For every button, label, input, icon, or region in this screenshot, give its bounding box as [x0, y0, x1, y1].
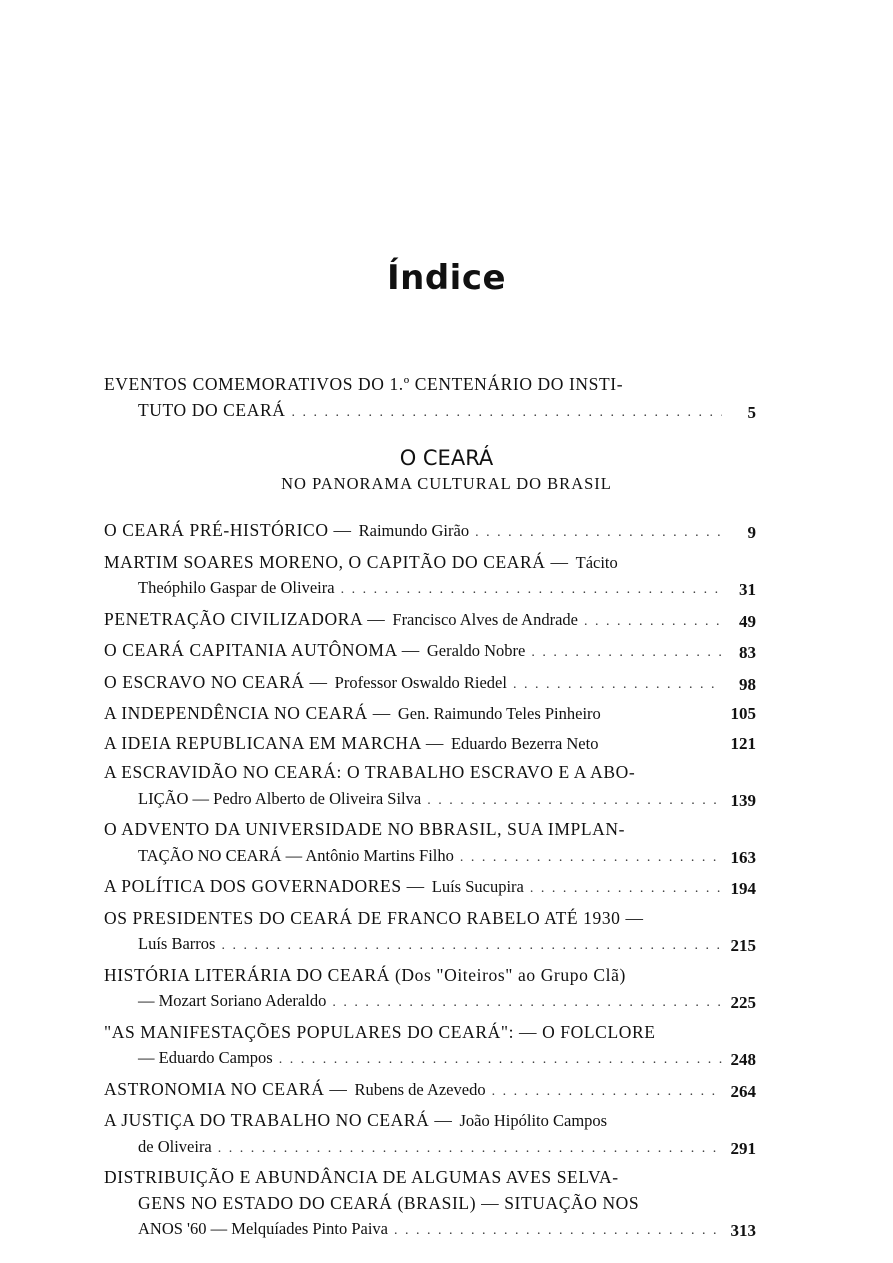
- dot-leader: [530, 876, 722, 902]
- toc-entry: A ESCRAVIDÃO NO CEARÁ: O TRABALHO ESCRAVO E A ABO- LIÇÃO — Pedro Alberto de Oliveira Silva . . . 139: [104, 760, 756, 813]
- page-number: 248: [730, 1050, 756, 1069]
- toc-entry: DISTRIBUIÇÃO E ABUNDÂNCIA DE ALGUMAS AVES SELVA- GENS NO ESTADO DO CEARÁ (BRASIL) — SITUAÇÃO NOS ANOS '60 — Melquíades Pinto Paiva . . . 313: [104, 1165, 756, 1244]
- page-number: 5: [747, 402, 756, 422]
- dot-leader: [513, 672, 722, 698]
- dot-leader: [460, 845, 722, 871]
- dot-leader: [584, 609, 722, 635]
- intro-line-2: TUTO DO CEARÁ . . .: [104, 398, 722, 426]
- dot-leader: [394, 1218, 722, 1244]
- page-number: 291: [730, 1138, 756, 1158]
- page-number: 98: [739, 674, 756, 694]
- toc-entry: "AS MANIFESTAÇÕES POPULARES DO CEARÁ": — O FOLCLORE — Eduardo Campos . . . 248: [104, 1020, 756, 1073]
- page-number: 264: [730, 1081, 756, 1101]
- dot-leader: [475, 520, 722, 546]
- toc-entry: A JUSTIÇA DO TRABALHO NO CEARÁ — João Hipólito Campos de Oliveira . . . 291: [104, 1108, 756, 1161]
- toc-entry: A POLÍTICA DOS GOVERNADORES — Luís Sucupira . . . 194: [104, 874, 756, 902]
- toc-entry: ASTRONOMIA NO CEARÁ — Rubens de Azevedo . . . 264: [104, 1077, 756, 1105]
- toc-entry: O ESCRAVO NO CEARÁ — Professor Oswaldo Riedel . . . 98: [104, 670, 756, 698]
- toc-entry: HISTÓRIA LITERÁRIA DO CEARÁ (Dos "Oiteiros" ao Grupo Clã) — Mozart Soriano Aderaldo . . . 225: [104, 963, 756, 1016]
- page-number: 83: [739, 643, 756, 662]
- toc-entry: O ADVENTO DA UNIVERSIDADE NO BBRASIL, SUA IMPLAN- TAÇÃO NO CEARÁ — Antônio Martins Filho . . . 163: [104, 817, 756, 870]
- page-title: Índice: [386, 258, 507, 298]
- intro-entry: [104, 372, 756, 425]
- page-number: 105: [730, 704, 756, 723]
- toc-entry: O CEARÁ CAPITANIA AUTÔNOMA — Geraldo Nobre . . . 83: [104, 638, 756, 666]
- page-number: 215: [730, 936, 756, 955]
- dot-leader: [218, 1136, 722, 1162]
- intro-line-1: EVENTOS COMEMORATIVOS DO 1.º CENTENÁRIO DO INSTI-: [104, 374, 624, 394]
- toc-list: [104, 518, 756, 1244]
- dot-leader: [341, 577, 722, 603]
- section-title: O CEARÁ: [399, 446, 494, 470]
- section-subtitle: NO PANORAMA CULTURAL DO BRASIL: [281, 474, 612, 493]
- dot-leader: [427, 788, 722, 814]
- dot-leader: [332, 990, 722, 1016]
- page-number: 139: [730, 790, 756, 810]
- page-number: 163: [730, 847, 756, 867]
- dot-leader: [531, 640, 722, 666]
- dot-leader: [221, 933, 722, 959]
- toc-entry: A IDEIA REPUBLICANA EM MARCHA — Eduardo Bezerra Neto 121: [104, 731, 756, 757]
- toc-entry: A INDEPENDÊNCIA NO CEARÁ — Gen. Raimundo Teles Pinheiro 105: [104, 701, 756, 727]
- page-number: 49: [739, 611, 756, 631]
- dot-leader: [291, 400, 722, 426]
- dot-leader: [492, 1079, 722, 1105]
- page-number: 313: [730, 1221, 756, 1240]
- dot-leader: [279, 1047, 722, 1073]
- page-number: 225: [730, 993, 756, 1012]
- page-number: 121: [730, 733, 756, 753]
- page-number: 31: [739, 580, 756, 599]
- toc-entry: MARTIM SOARES MORENO, O CAPITÃO DO CEARÁ — Tácito Theóphilo Gaspar de Oliveira . . . 31: [104, 550, 756, 603]
- page-number: 9: [747, 523, 756, 542]
- toc-entry: PENETRAÇÃO CIVILIZADORA — Francisco Alves de Andrade . . . 49: [104, 607, 756, 635]
- toc-entry: O CEARÁ PRÉ-HISTÓRICO — Raimundo Girão . . . 9: [104, 518, 756, 546]
- toc-entry: OS PRESIDENTES DO CEARÁ DE FRANCO RABELO ATÉ 1930 — Luís Barros . . . 215: [104, 906, 756, 959]
- page-number: 194: [730, 879, 756, 898]
